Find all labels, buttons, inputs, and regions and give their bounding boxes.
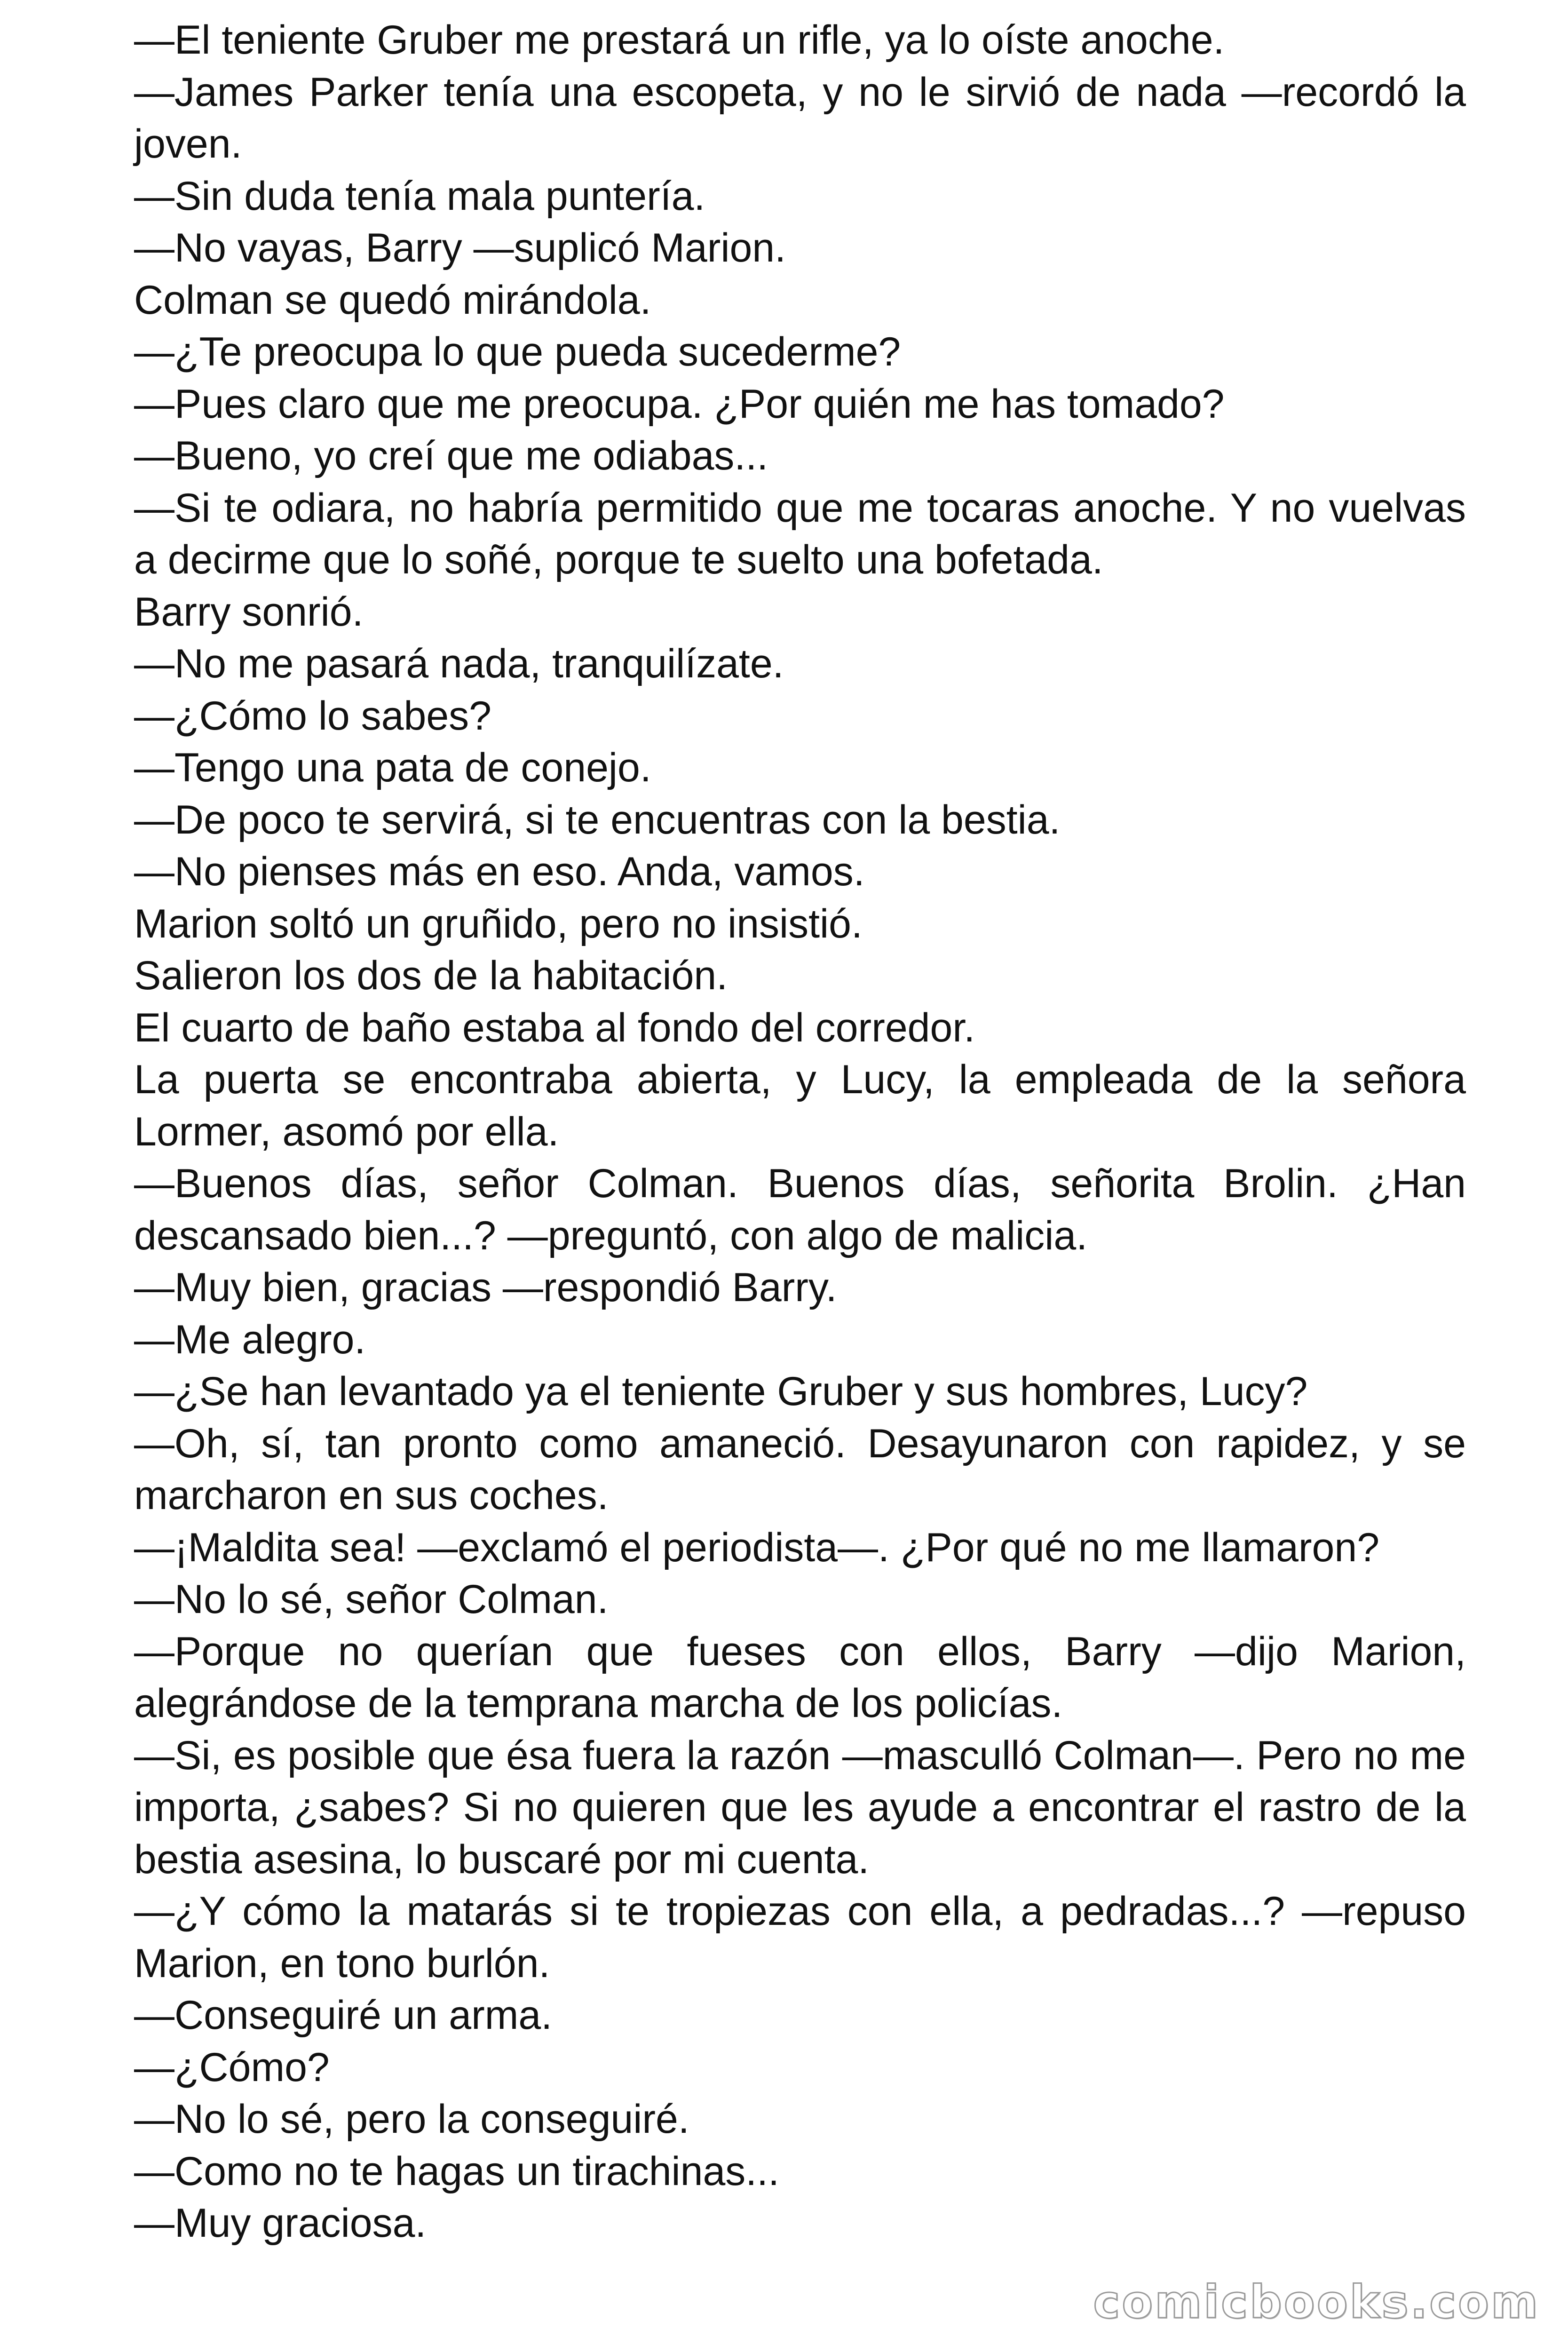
paragraph: El cuarto de baño estaba al fondo del corredor. (134, 1005, 975, 1050)
paragraph: —Me alegro. (134, 1317, 366, 1362)
paragraph: —¿Se han levantado ya el teniente Gruber y sus hombres, Lucy? (134, 1369, 1308, 1414)
paragraph: —¿Cómo? (134, 2044, 330, 2090)
paragraph: —¿Te preocupa lo que pueda sucederme? (134, 329, 901, 374)
paragraph: —¿Y cómo la matarás si te tropiezas con ella, a pedradas...? —repuso Marion, en tono burlón. (134, 1889, 1466, 1986)
paragraph: —Buenos días, señor Colman. Buenos días, señorita Brolin. ¿Han descansado bien...? —preguntó, con algo de malicia. (134, 1161, 1466, 1258)
paragraph: Colman se quedó mirándola. (134, 277, 651, 323)
paragraph: —El teniente Gruber me prestará un rifle, ya lo oíste anoche. (134, 17, 1225, 63)
paragraph: —No pienses más en eso. Anda, vamos. (134, 849, 865, 894)
paragraph: —No lo sé, señor Colman. (134, 1577, 609, 1622)
paragraph: —Si, es posible que ésa fuera la razón —masculló Colman—. Pero no me importa, ¿sabes? Si no quieren que les ayude a encontrar el rastro de la bestia asesina, lo buscaré por mi cuenta. (134, 1732, 1466, 1882)
paragraph: —No lo sé, pero la conseguiré. (134, 2097, 689, 2142)
paragraph: —Tengo una pata de conejo. (134, 745, 651, 790)
watermark-logo: comicbooks.com (1093, 2276, 1540, 2328)
paragraph: Barry sonrió. (134, 589, 364, 635)
paragraph: Marion soltó un gruñido, pero no insistió. (134, 901, 863, 946)
paragraph: —¿Cómo lo sabes? (134, 693, 491, 739)
paragraph: —¡Maldita sea! —exclamó el periodista—. ¿Por qué no me llamaron? (134, 1525, 1380, 1570)
paragraph: —Muy bien, gracias —respondió Barry. (134, 1265, 837, 1310)
paragraph: —James Parker tenía una escopeta, y no le sirvió de nada —recordó la joven. (134, 69, 1466, 167)
book-page-text (134, 14, 1466, 2249)
paragraph: —Porque no querían que fueses con ellos, Barry —dijo Marion, alegrándose de la temprana marcha de los policías. (134, 1629, 1466, 1726)
paragraph: —Conseguiré un arma. (134, 1993, 553, 2038)
paragraph: —Como no te hagas un tirachinas... (134, 2148, 779, 2194)
paragraph: —Oh, sí, tan pronto como amaneció. Desayunaron con rapidez, y se marcharon en sus coches. (134, 1421, 1466, 1518)
paragraph: —Sin duda tenía mala puntería. (134, 173, 705, 219)
paragraph: —Si te odiara, no habría permitido que me tocaras anoche. Y no vuelvas a decirme que lo soñé, porque te suelto una bofetada. (134, 485, 1466, 582)
paragraph: —Bueno, yo creí que me odiabas... (134, 433, 768, 478)
paragraph: —Muy graciosa. (134, 2201, 427, 2246)
paragraph: —De poco te servirá, si te encuentras con la bestia. (134, 797, 1061, 842)
paragraph: —Pues claro que me preocupa. ¿Por quién me has tomado? (134, 381, 1225, 427)
paragraph: —No vayas, Barry —suplicó Marion. (134, 225, 786, 270)
paragraph: La puerta se encontraba abierta, y Lucy, la empleada de la señora Lormer, asomó por ella. (134, 1057, 1466, 1154)
paragraph: Salieron los dos de la habitación. (134, 953, 728, 998)
paragraph: —No me pasará nada, tranquilízate. (134, 641, 784, 686)
